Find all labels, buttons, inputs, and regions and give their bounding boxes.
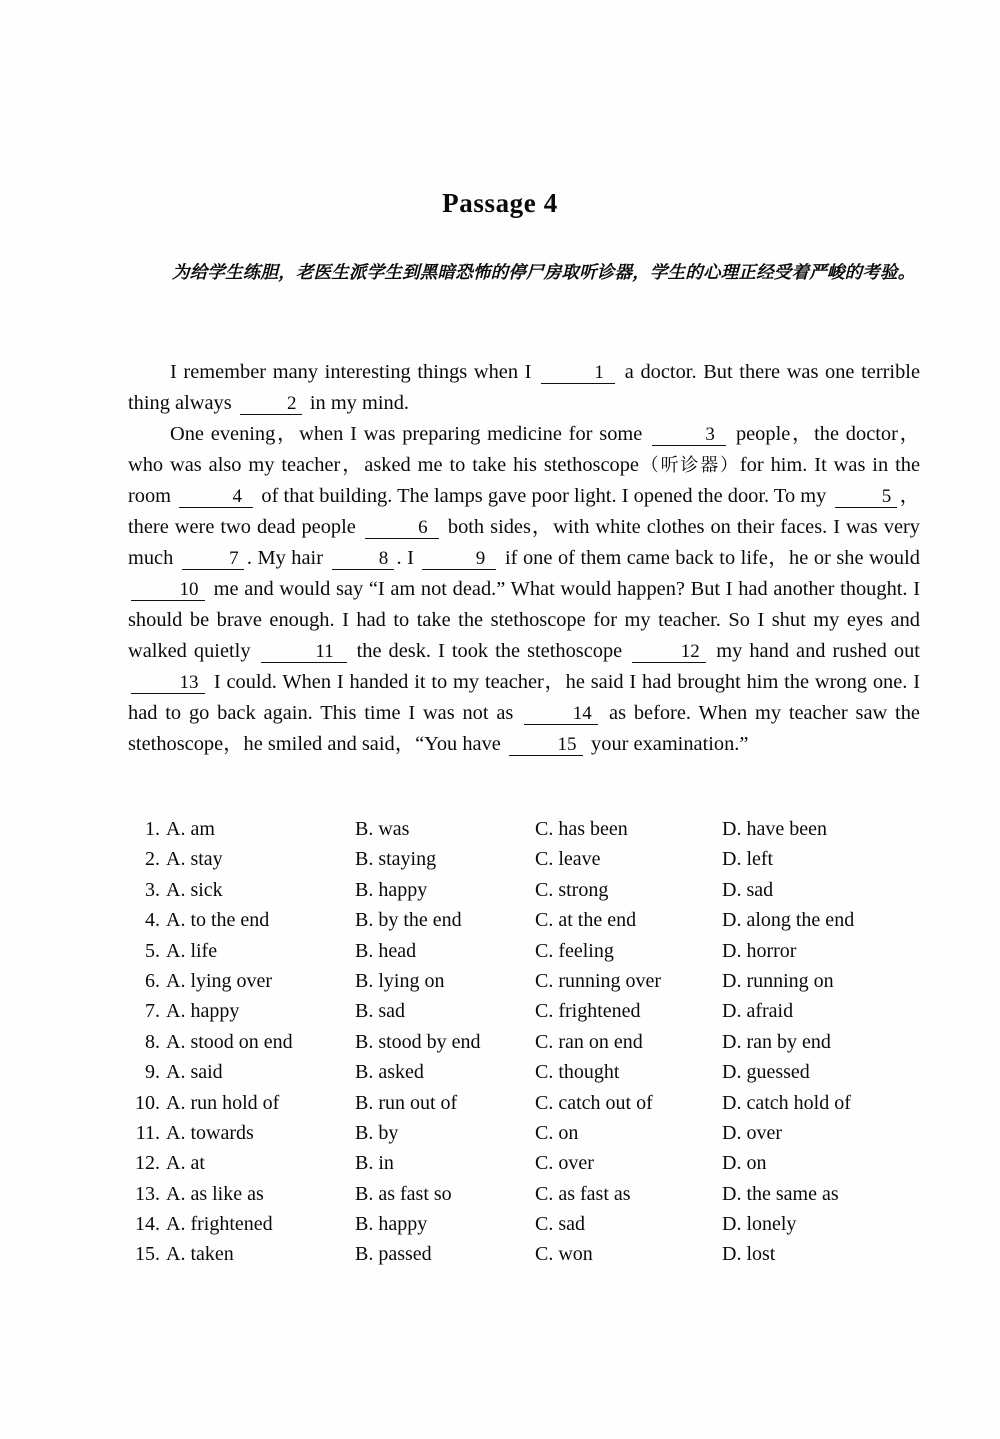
option-a[interactable]: A. lying over bbox=[166, 969, 273, 992]
option-a[interactable]: A. to the end bbox=[166, 909, 270, 932]
option-a[interactable]: A. life bbox=[166, 939, 218, 962]
blank-9[interactable]: 9 bbox=[422, 548, 496, 570]
passage-segment: I remember many interesting things when I bbox=[170, 361, 532, 383]
chinese-summary: 为给学生练胆，老医生派学生到黑暗恐怖的停尸房取听诊器，学生的心理正经受着严峻的考验。 bbox=[172, 263, 916, 283]
blank-7[interactable]: 7 bbox=[182, 548, 244, 570]
option-a[interactable]: A. stay bbox=[166, 848, 223, 871]
passage-segment: my hand and rushed out bbox=[716, 640, 920, 662]
option-b[interactable]: B. by the end bbox=[355, 909, 462, 932]
option-d[interactable]: D. sad bbox=[722, 878, 774, 901]
blank-6[interactable]: 6 bbox=[365, 517, 439, 539]
passage-segment: for him. It was in the room bbox=[128, 454, 920, 507]
question-number: 1. bbox=[145, 818, 160, 840]
question-number: 10. bbox=[135, 1091, 160, 1114]
chinese-gloss: （听诊器） bbox=[638, 455, 740, 476]
blank-2[interactable]: 2 bbox=[240, 393, 302, 415]
question-row bbox=[126, 909, 926, 939]
question-number: 6. bbox=[145, 969, 160, 992]
option-c[interactable]: C. sad bbox=[535, 1213, 585, 1236]
option-c[interactable]: C. won bbox=[535, 1243, 593, 1266]
passage-segment: ，there were two dead people bbox=[128, 485, 921, 538]
blank-5[interactable]: 5 bbox=[835, 486, 897, 508]
option-b[interactable]: B. happy bbox=[355, 1213, 428, 1236]
option-d[interactable]: D. guessed bbox=[722, 1061, 810, 1084]
question-row bbox=[126, 848, 926, 878]
option-a[interactable]: A. am bbox=[166, 818, 215, 840]
question-row bbox=[126, 970, 926, 1000]
passage-segment: in my mind. bbox=[309, 392, 409, 414]
option-c[interactable]: C. catch out of bbox=[535, 1091, 653, 1114]
question-number: 8. bbox=[145, 1030, 160, 1053]
question-number: 5. bbox=[145, 939, 160, 962]
option-c[interactable]: C. frightened bbox=[535, 1000, 641, 1023]
passage-segment: of that building. The lamps gave poor light. I opened the door. To my bbox=[261, 485, 827, 507]
question-number: 12. bbox=[135, 1152, 160, 1175]
option-d[interactable]: D. ran by end bbox=[722, 1030, 831, 1053]
option-b[interactable]: B. asked bbox=[355, 1061, 424, 1084]
passage-segment: I could. When I handed it to my teacher，he said I had brought him the wrong one. I had to go back again. This time I was not as bbox=[128, 671, 920, 724]
option-d[interactable]: D. left bbox=[722, 848, 774, 871]
option-b[interactable]: B. in bbox=[355, 1152, 394, 1175]
question-row bbox=[126, 818, 926, 848]
question-row bbox=[126, 1031, 926, 1061]
option-b[interactable]: B. head bbox=[355, 939, 417, 962]
passage-paragraph-2 bbox=[128, 419, 920, 760]
option-d[interactable]: D. horror bbox=[722, 939, 797, 962]
option-b[interactable]: B. by bbox=[355, 1121, 399, 1144]
blank-3[interactable]: 3 bbox=[652, 424, 726, 446]
option-c[interactable]: C. ran on end bbox=[535, 1030, 643, 1053]
question-number: 14. bbox=[135, 1213, 160, 1236]
question-row bbox=[126, 1092, 926, 1122]
option-c[interactable]: C. running over bbox=[535, 969, 662, 992]
question-row bbox=[126, 879, 926, 909]
passage-segment: both sides，with white clothes on their faces. I was very much bbox=[128, 516, 920, 569]
option-d[interactable]: D. afraid bbox=[722, 1000, 794, 1023]
option-b[interactable]: B. lying on bbox=[355, 969, 445, 992]
option-c[interactable]: C. thought bbox=[535, 1061, 620, 1084]
option-c[interactable]: C. strong bbox=[535, 878, 609, 901]
answer-options-list bbox=[126, 818, 926, 1274]
question-number: 11. bbox=[135, 1121, 160, 1144]
question-number: 4. bbox=[145, 909, 160, 932]
question-row bbox=[126, 1122, 926, 1152]
option-b[interactable]: B. stood by end bbox=[355, 1030, 481, 1053]
question-row bbox=[126, 1061, 926, 1091]
passage-segment: One evening，when I was preparing medicine for some bbox=[170, 423, 643, 445]
option-d[interactable]: D. running on bbox=[722, 969, 834, 992]
question-row bbox=[126, 1000, 926, 1030]
option-b[interactable]: B. sad bbox=[355, 1000, 405, 1023]
option-c[interactable]: C. leave bbox=[535, 848, 601, 871]
option-c[interactable]: C. at the end bbox=[535, 909, 637, 932]
option-a[interactable]: A. at bbox=[166, 1152, 205, 1175]
option-c[interactable]: C. has been bbox=[535, 818, 628, 840]
question-row bbox=[126, 1152, 926, 1182]
passage-paragraph-1 bbox=[128, 357, 920, 419]
option-d[interactable]: D. on bbox=[722, 1152, 767, 1175]
option-b[interactable]: B. was bbox=[355, 818, 410, 840]
question-row bbox=[126, 1183, 926, 1213]
option-a[interactable]: A. towards bbox=[166, 1121, 254, 1144]
blank-13[interactable]: 13 bbox=[131, 672, 205, 694]
option-b[interactable]: B. passed bbox=[355, 1243, 432, 1266]
blank-15[interactable]: 15 bbox=[509, 734, 583, 756]
blank-1[interactable]: 1 bbox=[541, 362, 615, 384]
option-d[interactable]: D. over bbox=[722, 1121, 782, 1144]
passage-segment: as before. When my teacher saw the stethoscope，he smiled and said，“You have bbox=[128, 702, 920, 755]
option-a[interactable]: A. taken bbox=[166, 1243, 234, 1266]
question-number: 3. bbox=[145, 878, 160, 901]
passage-segment: people，the doctor，who was also my teacher，asked me to take his stethoscope bbox=[128, 423, 920, 476]
option-a[interactable]: A. frightened bbox=[166, 1213, 273, 1236]
option-a[interactable]: A. run hold of bbox=[166, 1091, 280, 1114]
option-b[interactable]: B. as fast so bbox=[355, 1182, 452, 1205]
option-c[interactable]: C. as fast as bbox=[535, 1182, 631, 1205]
option-b[interactable]: B. run out of bbox=[355, 1091, 458, 1114]
blank-10[interactable]: 10 bbox=[131, 579, 205, 601]
option-c[interactable]: C. feeling bbox=[535, 939, 614, 962]
option-c[interactable]: C. over bbox=[535, 1152, 594, 1175]
option-d[interactable]: D. lonely bbox=[722, 1213, 797, 1236]
option-b[interactable]: B. staying bbox=[355, 848, 437, 871]
passage-segment: if one of them came back to life，he or she would bbox=[505, 547, 920, 569]
option-d[interactable]: D. along the end bbox=[722, 909, 855, 932]
option-d[interactable]: D. catch hold of bbox=[722, 1091, 851, 1114]
option-a[interactable]: A. as like as bbox=[166, 1182, 264, 1205]
blank-11[interactable]: 11 bbox=[261, 641, 347, 663]
question-number: 9. bbox=[145, 1061, 160, 1084]
question-number: 7. bbox=[145, 1000, 160, 1023]
option-d[interactable]: D. lost bbox=[722, 1243, 776, 1266]
option-b[interactable]: B. happy bbox=[355, 878, 428, 901]
question-number: 2. bbox=[145, 848, 160, 871]
option-d[interactable]: D. have been bbox=[722, 818, 827, 840]
passage-segment: me and would say “I am not dead.” What would happen? But I had another thought. I should be brave enough. I had to take the stethoscope for my teacher. So I shut my eyes and walked quietly bbox=[128, 578, 920, 662]
question-number: 15. bbox=[135, 1243, 160, 1266]
passage-text bbox=[128, 357, 920, 760]
page-title: Passage 4 bbox=[442, 188, 558, 218]
option-a[interactable]: A. sick bbox=[166, 878, 223, 901]
option-d[interactable]: D. the same as bbox=[722, 1182, 839, 1205]
passage-segment: . My hair bbox=[246, 547, 324, 569]
passage-segment: . I bbox=[396, 547, 414, 569]
blank-12[interactable]: 12 bbox=[632, 641, 706, 663]
blank-4[interactable]: 4 bbox=[179, 486, 253, 508]
question-row bbox=[126, 1213, 926, 1243]
option-a[interactable]: A. stood on end bbox=[166, 1030, 293, 1053]
question-number: 13. bbox=[135, 1182, 160, 1205]
passage-segment: a doctor. But there was one terrible thing always bbox=[128, 361, 921, 414]
option-a[interactable]: A. said bbox=[166, 1061, 223, 1084]
question-row bbox=[126, 1243, 926, 1273]
question-row bbox=[126, 940, 926, 970]
option-a[interactable]: A. happy bbox=[166, 1000, 240, 1023]
passage-segment: your examination.” bbox=[591, 733, 749, 755]
blank-8[interactable]: 8 bbox=[332, 548, 394, 570]
blank-14[interactable]: 14 bbox=[524, 703, 598, 725]
option-c[interactable]: C. on bbox=[535, 1121, 579, 1144]
passage-segment: the desk. I took the stethoscope bbox=[356, 640, 623, 662]
